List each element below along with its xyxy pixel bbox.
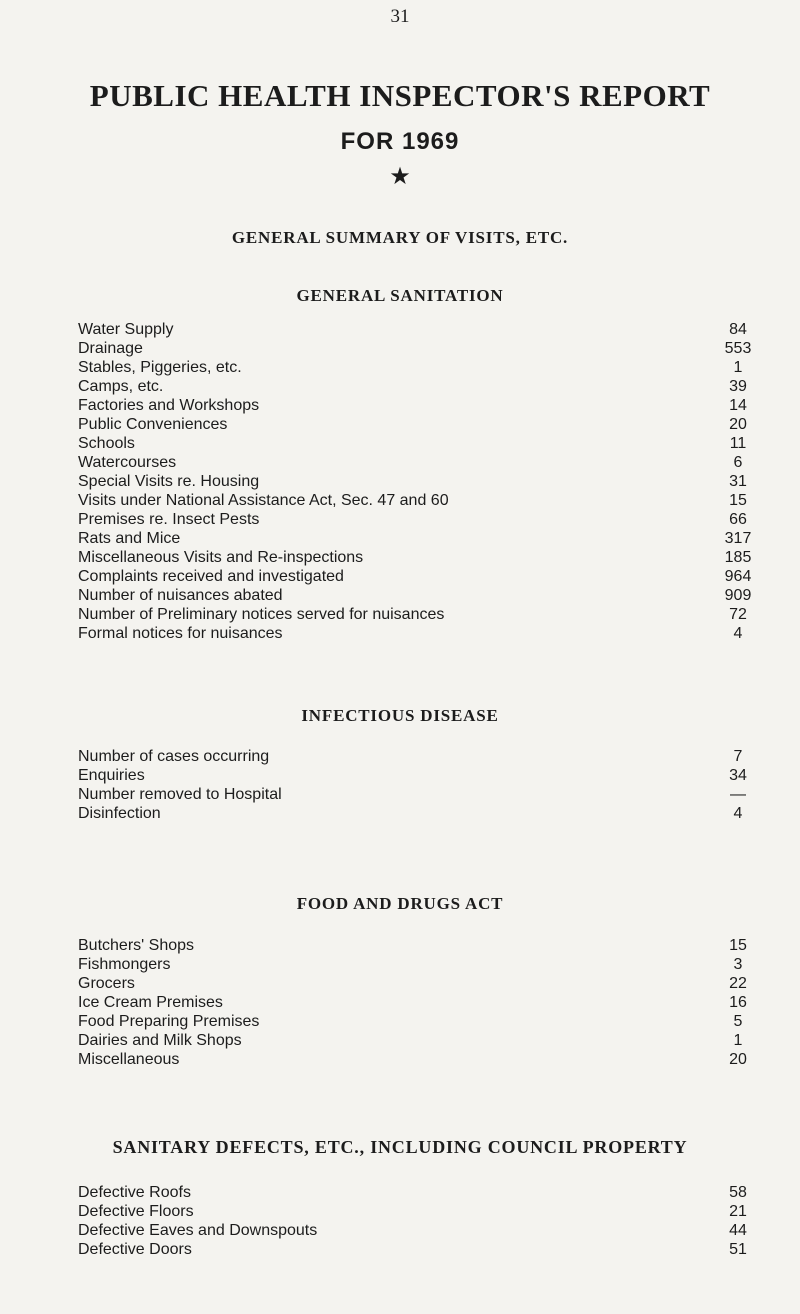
section-heading-infectious-disease: INFECTIOUS DISEASE — [301, 706, 499, 725]
item-label: Water Supply — [78, 320, 179, 339]
item-value: 84 — [729, 321, 747, 338]
infectious-disease-list — [78, 747, 758, 823]
list-item — [78, 339, 758, 358]
item-label: Number of nuisances abated — [78, 586, 289, 605]
list-item — [78, 1240, 758, 1259]
item-label: Ice Cream Premises — [78, 993, 229, 1012]
list-item — [78, 491, 758, 510]
item-value: 44 — [729, 1222, 747, 1239]
item-value: 22 — [729, 975, 747, 992]
item-label: Food Preparing Premises — [78, 1012, 265, 1031]
item-label: Camps, etc. — [78, 377, 169, 396]
list-item — [78, 804, 758, 823]
item-value: 317 — [724, 530, 752, 547]
list-item — [78, 624, 758, 643]
item-value: 51 — [729, 1241, 747, 1258]
item-value: 15 — [729, 937, 747, 954]
item-value: 16 — [729, 994, 747, 1011]
item-value: 39 — [729, 378, 747, 395]
item-label: Watercourses — [78, 453, 182, 472]
item-value: 553 — [724, 340, 752, 357]
list-item — [78, 1050, 758, 1069]
item-value: 4 — [733, 805, 743, 822]
page-number: 31 — [390, 6, 410, 27]
item-value: 72 — [729, 606, 747, 623]
item-label: Complaints received and investigated — [78, 567, 350, 586]
general-sanitation-list — [78, 320, 758, 643]
list-item — [78, 747, 758, 766]
item-label: Number of Preliminary notices served for nuisances — [78, 605, 450, 624]
list-item — [78, 993, 758, 1012]
list-item — [78, 453, 758, 472]
list-item — [78, 548, 758, 567]
list-item — [78, 1183, 758, 1202]
item-value: 15 — [729, 492, 747, 509]
item-label: Visits under National Assistance Act, Sec. 47 and 60 — [78, 491, 455, 510]
general-summary-heading: GENERAL SUMMARY OF VISITS, ETC. — [231, 228, 569, 247]
item-label: Special Visits re. Housing — [78, 472, 265, 491]
item-label: Stables, Piggeries, etc. — [78, 358, 248, 377]
item-label: Butchers' Shops — [78, 936, 200, 955]
food-and-drugs-list — [78, 936, 758, 1069]
report-subtitle: FOR 1969 — [340, 128, 460, 155]
sanitary-defects-list — [78, 1183, 758, 1259]
item-label: Defective Eaves and Downspouts — [78, 1221, 323, 1240]
list-item — [78, 358, 758, 377]
report-title: PUBLIC HEALTH INSPECTOR'S REPORT — [89, 78, 711, 113]
item-value: 3 — [733, 956, 743, 973]
list-item — [78, 396, 758, 415]
item-value: 185 — [724, 549, 752, 566]
item-value: 66 — [729, 511, 747, 528]
list-item — [78, 605, 758, 624]
item-label: Number of cases occurring — [78, 747, 275, 766]
item-value: 58 — [729, 1184, 747, 1201]
item-value: 909 — [724, 587, 752, 604]
item-value: 20 — [729, 416, 747, 433]
item-label: Drainage — [78, 339, 149, 358]
list-item — [78, 510, 758, 529]
item-label: Rats and Mice — [78, 529, 186, 548]
list-item — [78, 974, 758, 993]
item-label: Formal notices for nuisances — [78, 624, 289, 643]
item-value: 20 — [729, 1051, 747, 1068]
list-item — [78, 586, 758, 605]
item-label: Grocers — [78, 974, 141, 993]
item-label: Enquiries — [78, 766, 151, 785]
list-item — [78, 567, 758, 586]
item-label: Defective Doors — [78, 1240, 198, 1259]
list-item — [78, 529, 758, 548]
list-item — [78, 1031, 758, 1050]
item-label: Premises re. Insect Pests — [78, 510, 265, 529]
item-value: 6 — [733, 454, 743, 471]
item-value: 34 — [729, 767, 747, 784]
list-item — [78, 434, 758, 453]
item-value: 5 — [733, 1013, 743, 1030]
item-label: Fishmongers — [78, 955, 176, 974]
item-value: 964 — [724, 568, 752, 585]
item-label: Miscellaneous — [78, 1050, 185, 1069]
list-item — [78, 1202, 758, 1221]
item-value: — — [730, 786, 746, 803]
item-value: 31 — [729, 473, 747, 490]
list-item — [78, 415, 758, 434]
section-heading-general-sanitation: GENERAL SANITATION — [296, 286, 504, 305]
item-label: Miscellaneous Visits and Re-inspections — [78, 548, 369, 567]
list-item — [78, 955, 758, 974]
section-heading-food-and-drugs-act: FOOD AND DRUGS ACT — [296, 894, 504, 913]
item-value: 7 — [733, 748, 743, 765]
section-heading-sanitary-defects: SANITARY DEFECTS, ETC., INCLUDING COUNCIL PROPERTY — [112, 1137, 688, 1157]
item-value: 4 — [733, 625, 743, 642]
list-item — [78, 377, 758, 396]
star-icon: ★ — [389, 163, 411, 190]
item-label: Schools — [78, 434, 141, 453]
list-item — [78, 1012, 758, 1031]
item-value: 11 — [729, 435, 747, 452]
item-label: Defective Roofs — [78, 1183, 197, 1202]
list-item — [78, 766, 758, 785]
item-label: Factories and Workshops — [78, 396, 265, 415]
item-value: 21 — [729, 1203, 747, 1220]
item-label: Public Conveniences — [78, 415, 233, 434]
item-value: 1 — [733, 359, 743, 376]
list-item — [78, 785, 758, 804]
item-label: Dairies and Milk Shops — [78, 1031, 248, 1050]
list-item — [78, 936, 758, 955]
item-label: Defective Floors — [78, 1202, 200, 1221]
list-item — [78, 320, 758, 339]
item-value: 14 — [729, 397, 747, 414]
item-value: 1 — [733, 1032, 743, 1049]
item-label: Number removed to Hospital — [78, 785, 288, 804]
list-item — [78, 1221, 758, 1240]
list-item — [78, 472, 758, 491]
item-label: Disinfection — [78, 804, 167, 823]
